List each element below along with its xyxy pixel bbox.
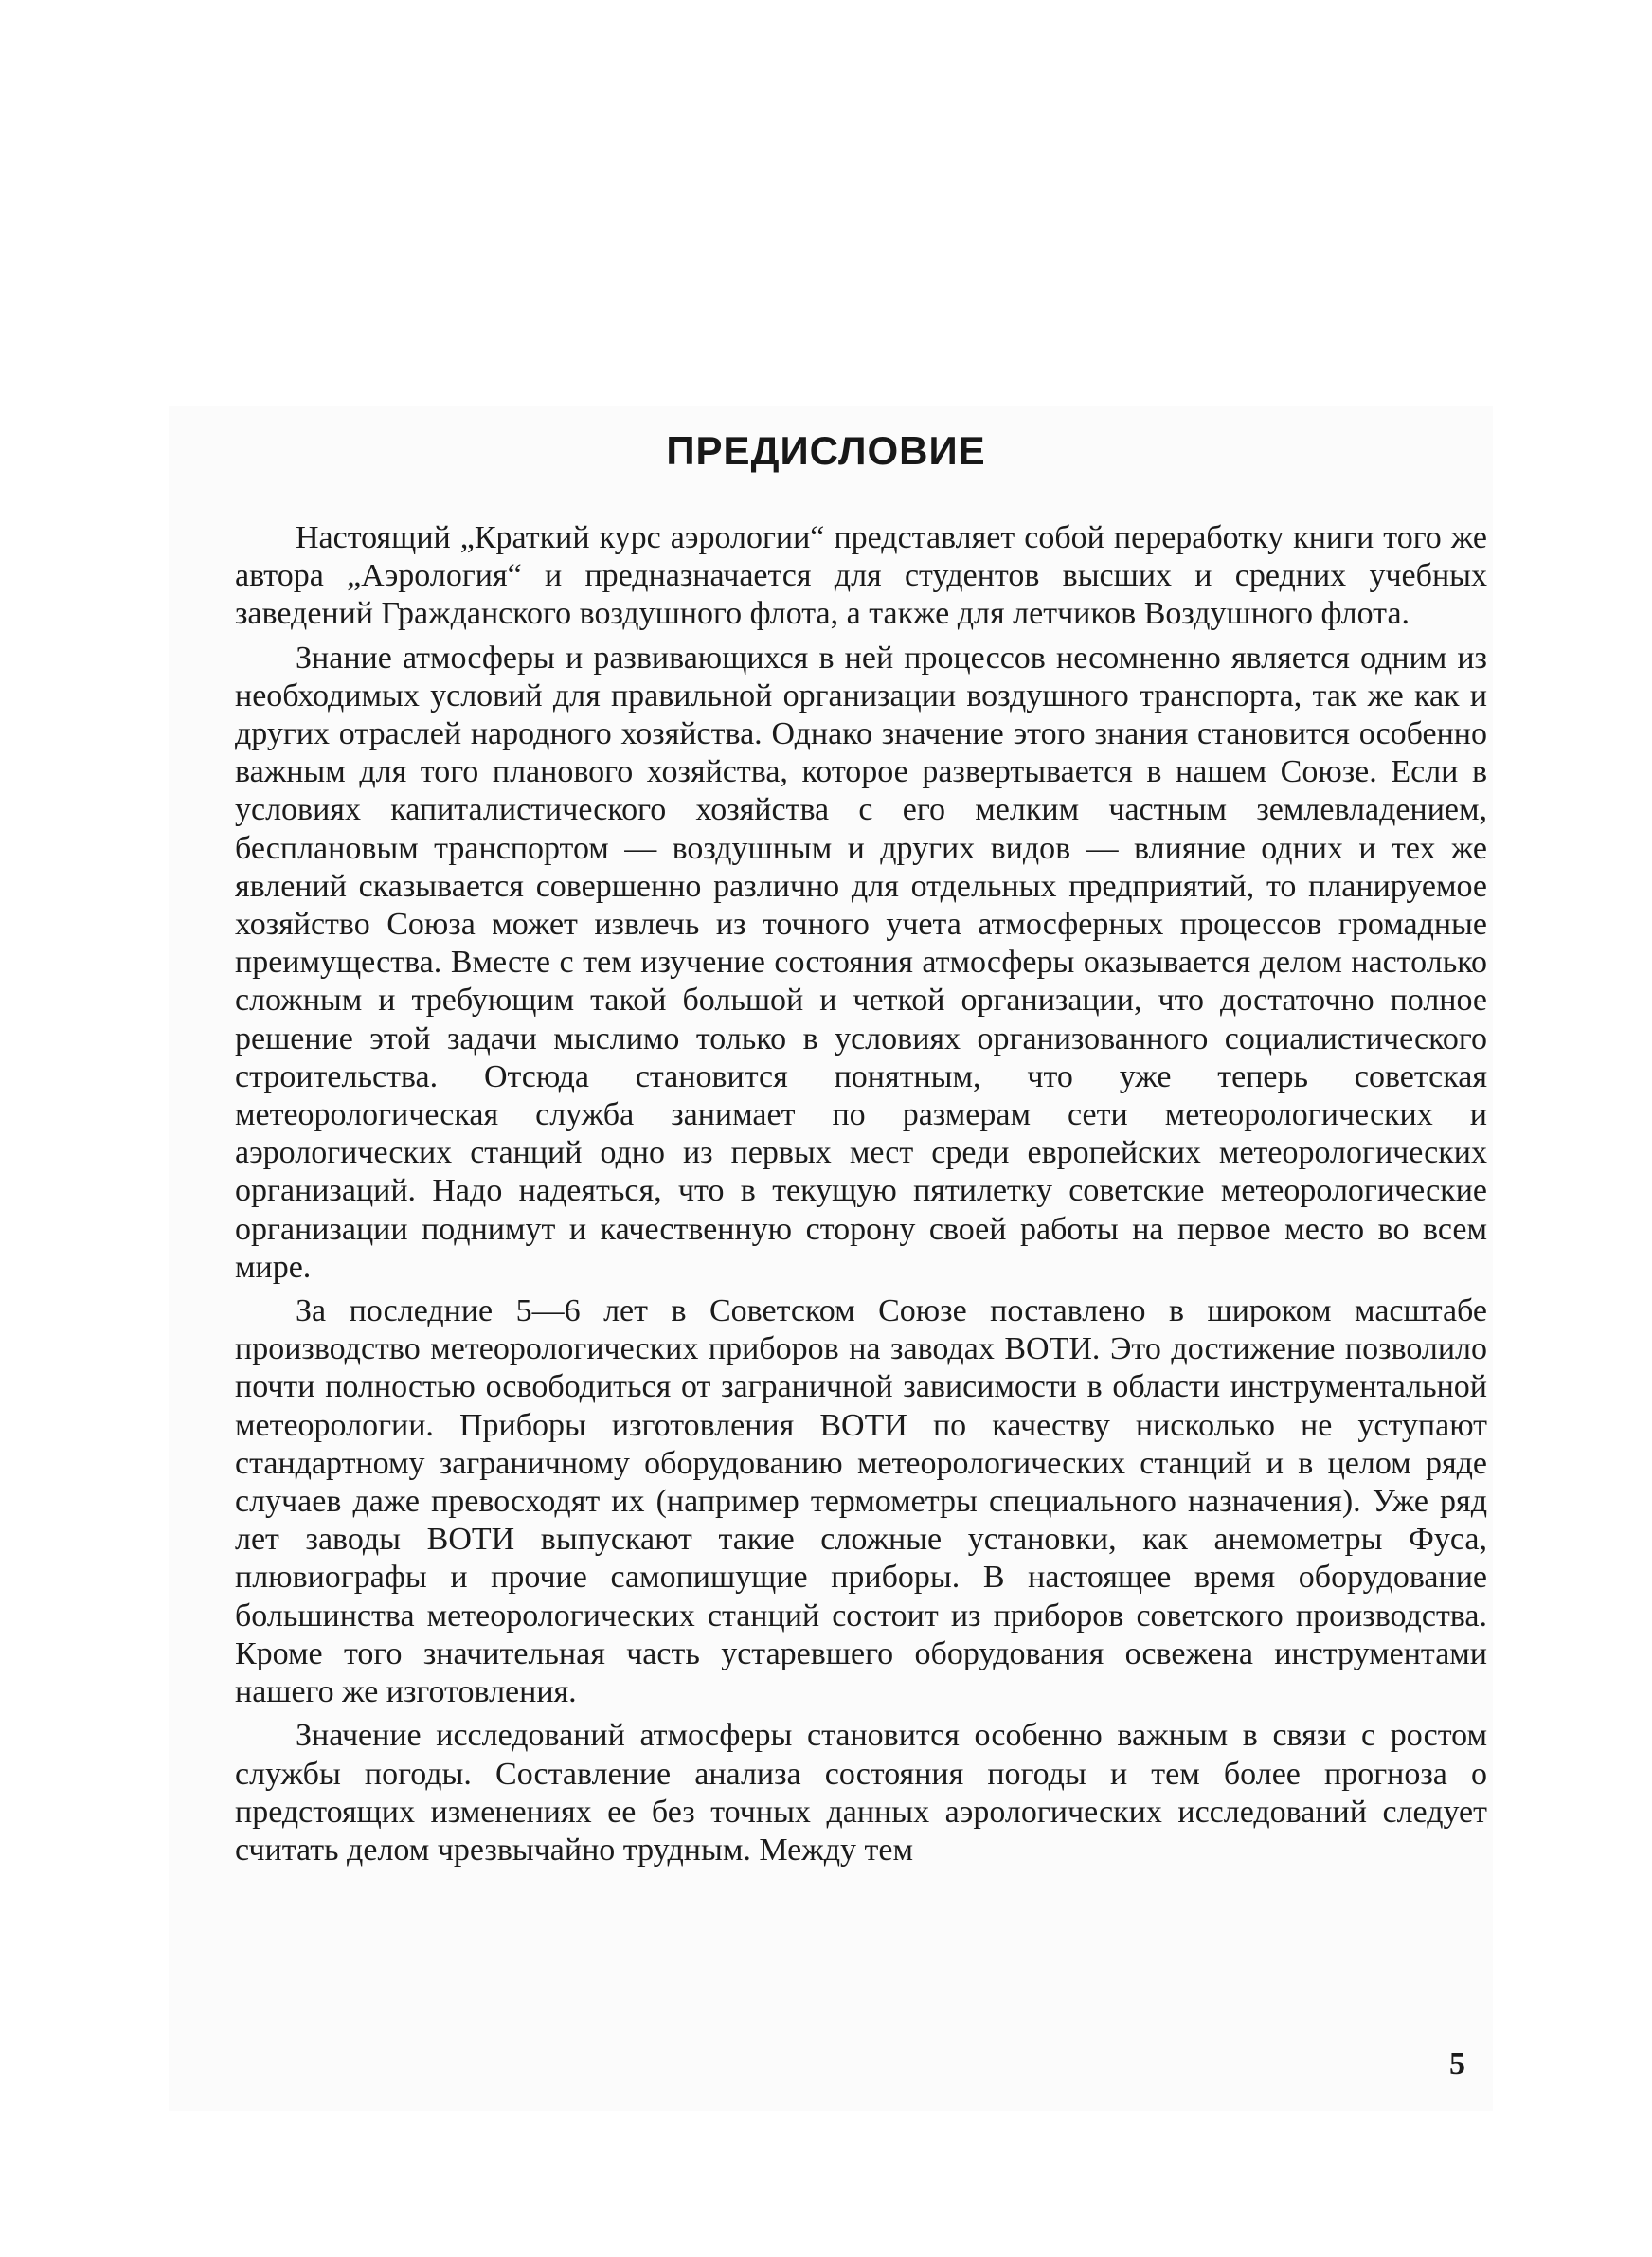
page-title: ПРЕДИСЛОВИЕ xyxy=(666,428,986,473)
paragraph-atmosphere-knowledge: Знание атмосферы и развивающихся в ней процессов несомненно является одним из необходимых условий для правильной организации воздушного транспорта, так же как и других отраслей народного хозяйства. Однако значение этого знания становится особенно важным для того планового хозяйства, которое развертывается в нашем Союзе. Если в условиях капиталистического хозяйства с его мелким частным землевладением, бесплановым транспортом — воздушным и других видов — влияние одних и тех же явлений сказывается совершенно различно для отдельных предприятий, то планируемое хозяйство Союза может извлечь из точного учета атмосферных процессов громадные преимущества. Вместе с тем изучение состояния атмосферы оказывается делом настолько сложным и требующим такой большой и четкой организации, что достаточно полное решение этой задачи мыслимо только в условиях организованного социалистического строительства. Отсюда становится понятным, что уже теперь советская метеорологическая служба занимает по размерам сети метеорологических и аэрологических станций одно из первых мест среди европейских метеорологических организаций. Надо надеяться, что в текущую пятилетку советские метеорологические организации поднимут и качественную сторону своей работы на первое место во всем мире. xyxy=(235,640,1487,1285)
page-number: 5 xyxy=(1449,2047,1465,2082)
body-text xyxy=(235,519,1487,1875)
paragraph-voti-instruments: За последние 5—6 лет в Советском Союзе поставлено в широком масштабе производство метеорологических приборов на заводах ВОТИ. Это достижение позволило почти полностью освободиться от заграничной зависимости в области инструментальной метеорологии. Приборы изготовления ВОТИ по качеству нисколько не уступают стандартному заграничному оборудованию метеорологических станций и в целом ряде случаев даже превосходят их (например термометры специального назначения). Уже ряд лет заводы ВОТИ выпускают такие сложные установки, как анемометры Фуса, плювиографы и прочие самопишущие приборы. В настоящее время оборудование большинства метеорологических станций состоит из приборов советского производства. Кроме того значительная часть устаревшего оборудования освежена инструментами нашего же изготовления. xyxy=(235,1293,1487,1710)
paragraph-intro: Настоящий „Краткий курс аэрологии“ представляет собой переработку книги того же автора „Аэрология“ и предназначается для студентов высших и средних учебных заведений Гражданского воздушного флота, а также для летчиков Воздушного флота. xyxy=(235,520,1487,632)
paragraph-weather-service: Значение исследований атмосферы становится особенно важным в связи с ростом службы погоды. Составление анализа состояния погоды и тем более прогноза о предстоящих изменениях ее без точных данных аэрологических исследований следует считать делом чрезвычайно трудным. Между тем xyxy=(235,1718,1487,1868)
